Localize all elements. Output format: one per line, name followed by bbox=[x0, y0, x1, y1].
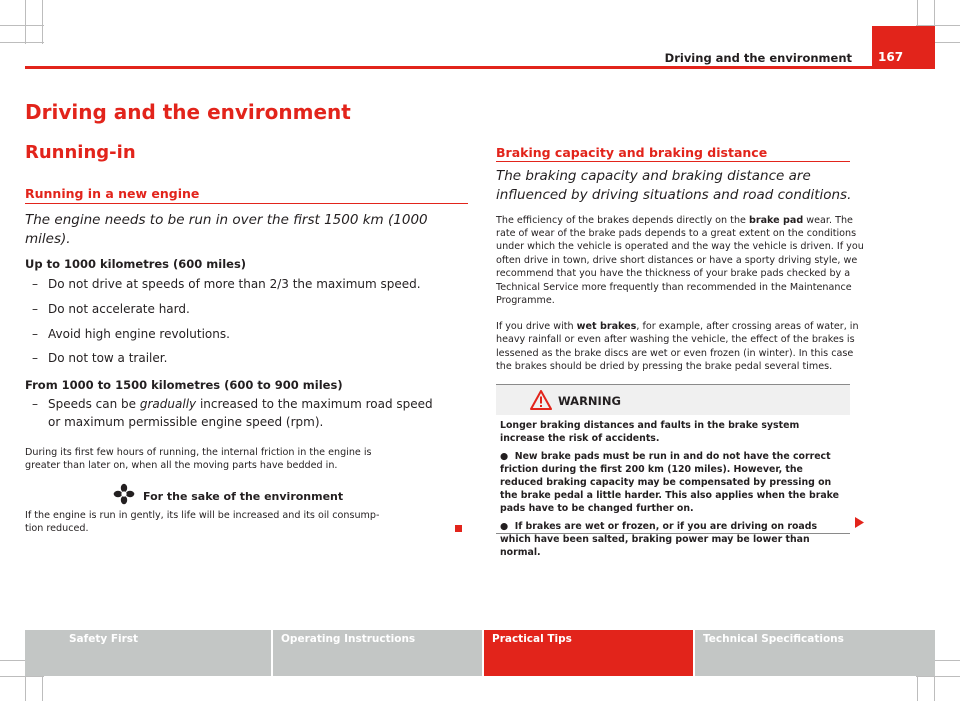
mileage-label-2: From 1000 to 1500 kilometres (600 to 900 miles) bbox=[25, 378, 343, 392]
braking-title: Braking capacity and braking distance bbox=[496, 145, 768, 160]
bullet-dot: ● bbox=[500, 451, 515, 462]
continue-arrow-icon bbox=[855, 517, 864, 528]
warning-triangle-icon bbox=[530, 390, 552, 410]
braking-intro: The braking capacity and braking distance are influenced by driving situations and road conditions. bbox=[496, 168, 852, 203]
subsection-title: Running in a new engine bbox=[25, 186, 200, 201]
warning-bullet: ● If brakes are wet or frozen, or if you are driving on roads which have been salted, braking power may be lower than normal. bbox=[500, 521, 818, 558]
paragraph-line: recommend that you have the thickness of your brake pads checked by a bbox=[496, 268, 851, 279]
paragraph-line: rate of wear of the brake pads depends to a great extent on the conditions bbox=[496, 228, 857, 239]
note-line: greater than later on, when all the moving parts have bedded in. bbox=[25, 460, 338, 471]
list-item: – Do not tow a trailer. bbox=[32, 351, 168, 365]
paragraph-line: the brakes should be dried by pressing the brake pedal several times. bbox=[496, 361, 833, 372]
footer-tab-practical-tips[interactable]: Practical Tips bbox=[484, 630, 693, 676]
intro-text: The engine needs to be run in over the first 1500 km (1000 miles). bbox=[25, 212, 428, 247]
paragraph-line: under which the vehicle is operated and the way the vehicle is driven. If you bbox=[496, 241, 864, 252]
dash-bullet: – bbox=[32, 327, 38, 341]
dash-bullet: – bbox=[32, 302, 38, 316]
subsection-rule bbox=[25, 203, 468, 204]
footer-tab-operating-instructions[interactable]: Operating Instructions bbox=[273, 630, 482, 676]
crop-mark bbox=[0, 25, 44, 26]
warning-box bbox=[496, 384, 850, 558]
warning-bullet: ● New brake pads must be run in and do not have the correct friction during the first 200 km (120 miles). However, the reduced braking capacity may be compensated by pressing on the brake pedal a little harder. This also applies when the brake pads have to be changed further on. bbox=[500, 451, 839, 514]
crop-mark bbox=[25, 0, 26, 44]
crop-mark bbox=[916, 676, 960, 677]
crop-mark bbox=[42, 0, 43, 44]
footer-tab-technical-specifications[interactable]: Technical Specifications bbox=[695, 630, 935, 676]
environment-line: tion reduced. bbox=[25, 523, 89, 534]
paragraph-line: lessened as the brake discs are wet or even frozen (in winter). In this case bbox=[496, 348, 854, 359]
paragraph-line: heavy rainfall or even after washing the vehicle, the effect of the brakes is bbox=[496, 334, 855, 345]
section-title: Running-in bbox=[25, 142, 136, 163]
crop-mark bbox=[0, 676, 44, 677]
list-item: – Speeds can be gradually increased to the maximum road speed or maximum permissible engine speed (rpm). bbox=[32, 397, 433, 429]
braking-rule bbox=[496, 161, 850, 162]
chapter-title: Driving and the environment bbox=[25, 100, 351, 124]
paragraph-line: often drive in town, drive short distances or have a sporty driving style, we bbox=[496, 255, 858, 266]
environment-title: For the sake of the environment bbox=[143, 490, 344, 503]
bullet-dot: ● bbox=[500, 521, 515, 532]
header-rule bbox=[25, 66, 935, 69]
list-item: – Do not drive at speeds of more than 2/3 the maximum speed. bbox=[32, 277, 421, 291]
dash-bullet: – bbox=[32, 277, 38, 291]
dash-bullet: – bbox=[32, 397, 38, 411]
environment-icon bbox=[113, 483, 135, 505]
end-marker bbox=[455, 525, 462, 532]
warning-body bbox=[500, 419, 846, 564]
paragraph-line: Technical Service more frequently than recommended in the Maintenance bbox=[496, 282, 852, 293]
crop-mark bbox=[0, 42, 44, 43]
warning-paragraph: Longer braking distances and faults in the brake system increase the risk of accidents. bbox=[500, 420, 800, 444]
warning-title: WARNING bbox=[558, 394, 621, 408]
page-number: 167 bbox=[878, 50, 904, 64]
paragraph-line: The efficiency of the brakes depends directly on the brake pad wear. The bbox=[496, 215, 853, 226]
list-item: – Do not accelerate hard. bbox=[32, 302, 190, 316]
note-line: During its first few hours of running, the internal friction in the engine is bbox=[25, 447, 372, 458]
footer-tab-safety-first[interactable]: Safety First bbox=[25, 630, 271, 676]
mileage-label-1: Up to 1000 kilometres (600 miles) bbox=[25, 257, 247, 271]
list-item: – Avoid high engine revolutions. bbox=[32, 327, 230, 341]
dash-bullet: – bbox=[32, 351, 38, 365]
paragraph-line: Programme. bbox=[496, 295, 555, 306]
paragraph-line: If you drive with wet brakes, for example, after crossing areas of water, in bbox=[496, 321, 859, 332]
environment-line: If the engine is run in gently, its life will be increased and its oil consump- bbox=[25, 510, 380, 521]
running-title: Driving and the environment bbox=[664, 51, 852, 65]
